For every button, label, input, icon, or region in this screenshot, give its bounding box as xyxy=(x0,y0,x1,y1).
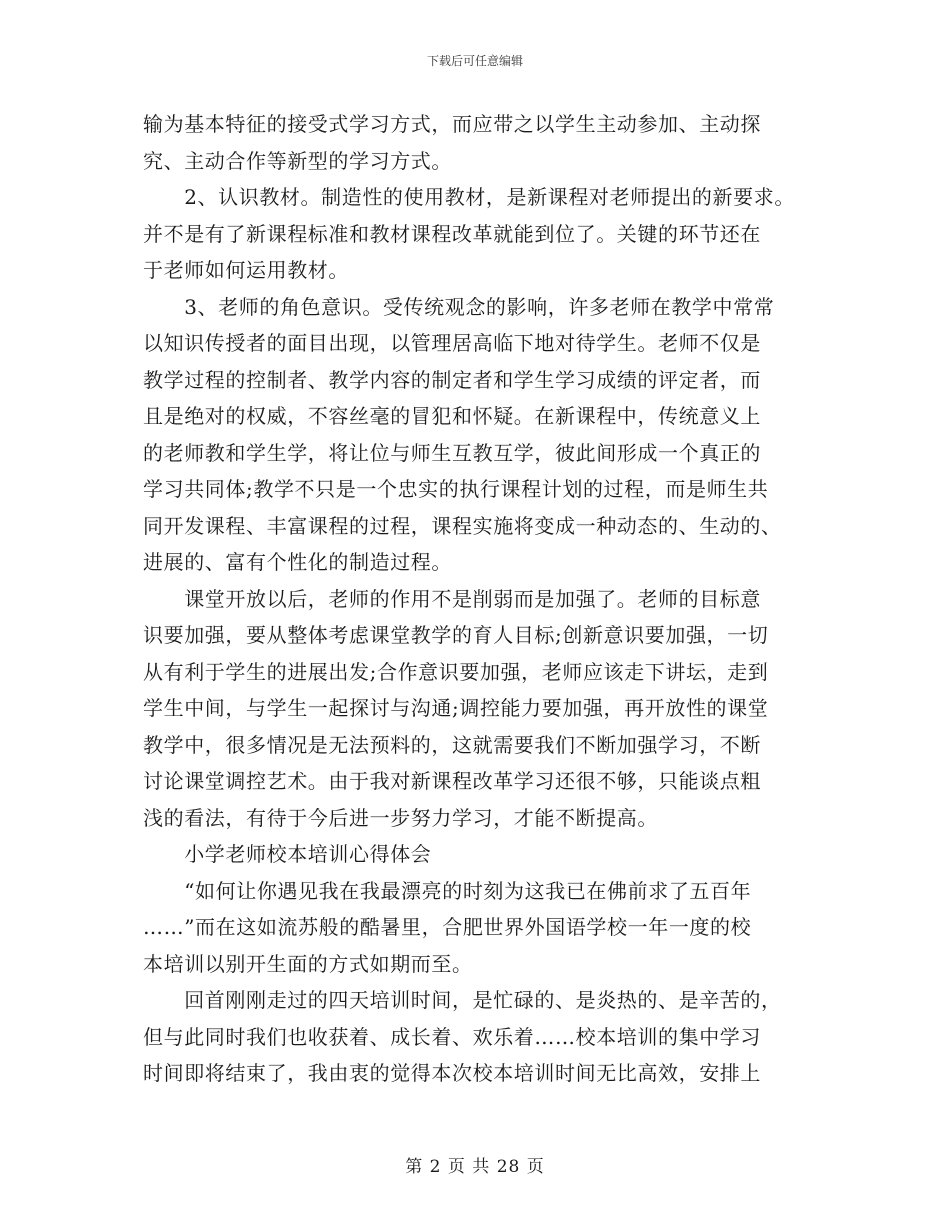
text-line: 时间即将结束了，我由衷的觉得本次校本培训时间无比高效，安排上 xyxy=(143,1061,761,1085)
text-line: 同开发课程、丰富课程的过程，课程实施将变成一种动态的、生动的、 xyxy=(143,513,782,538)
page-number-footer: 第 2 页 共 28 页 xyxy=(405,1157,545,1177)
text-line: 且是绝对的权威，不容丝毫的冒犯和怀疑。在新课程中，传统意义上 xyxy=(143,404,761,428)
text-line: 教学过程的控制者、教学内容的制定者和学生学习成绩的评定者，而 xyxy=(143,367,761,392)
text-line: 3、老师的角色意识。受传统观念的影响，许多老师在教学中常常 xyxy=(143,294,775,319)
text-line: 2、认识教材。制造性的使用教材，是新课程对老师提出的新要求。 xyxy=(143,185,795,209)
text-line: “如何让你遇见我在我最漂亮的时刻为这我已在佛前求了五百年 xyxy=(143,878,752,903)
text-line: ……”而在这如流苏般的酷暑里，合肥世界外国语学校一年一度的校 xyxy=(143,915,752,939)
text-line: 教学中，很多情况是无法预料的，这就需要我们不断加强学习，不断 xyxy=(143,732,761,757)
text-line: 但与此同时我们也收获着、成长着、欢乐着……校本培训的集中学习 xyxy=(143,1024,761,1049)
text-line: 于老师如何运用教材。 xyxy=(143,258,349,282)
text-line: 学习共同体;教学不只是一个忠实的执行课程计划的过程，而是师生共 xyxy=(143,477,769,501)
text-line: 究、主动合作等新型的学习方式。 xyxy=(143,148,452,173)
section-title: 小学老师校本培训心得体会 xyxy=(143,842,432,866)
text-line: 浅的看法，有待于今后进一步努力学习，才能不断提高。 xyxy=(143,805,658,830)
document-body xyxy=(143,106,823,1092)
page-header: 下载后可任意编辑 xyxy=(426,54,523,68)
text-line: 的老师教和学生学，将让位与师生互教互学，彼此间形成一个真正的 xyxy=(143,440,761,465)
text-line: 并不是有了新课程标准和教材课程改革就能到位了。关键的环节还在 xyxy=(143,221,761,246)
text-line: 讨论课堂调控艺术。由于我对新课程改革学习还很不够，只能谈点粗 xyxy=(143,769,761,793)
text-line: 本培训以别开生面的方式如期而至。 xyxy=(143,951,473,976)
text-line: 以知识传授者的面目出现，以管理居高临下地对待学生。老师不仅是 xyxy=(143,331,761,355)
text-line: 输为基本特征的接受式学习方式，而应带之以学生主动参加、主动探 xyxy=(143,112,761,136)
text-line: 回首刚刚走过的四天培训时间，是忙碌的、是炎热的、是辛苦的， xyxy=(143,988,782,1012)
text-line: 进展的、富有个性化的制造过程。 xyxy=(143,550,452,574)
text-line: 识要加强，要从整体考虑课堂教学的育人目标;创新意识要加强，一切 xyxy=(143,623,769,647)
text-line: 从有利于学生的进展出发;合作意识要加强，老师应该走下讲坛，走到 xyxy=(143,659,769,684)
text-line: 课堂开放以后，老师的作用不是削弱而是加强了。老师的目标意 xyxy=(143,586,761,611)
text-line: 学生中间，与学生一起探讨与沟通;调控能力要加强，再开放性的课堂 xyxy=(143,696,769,720)
